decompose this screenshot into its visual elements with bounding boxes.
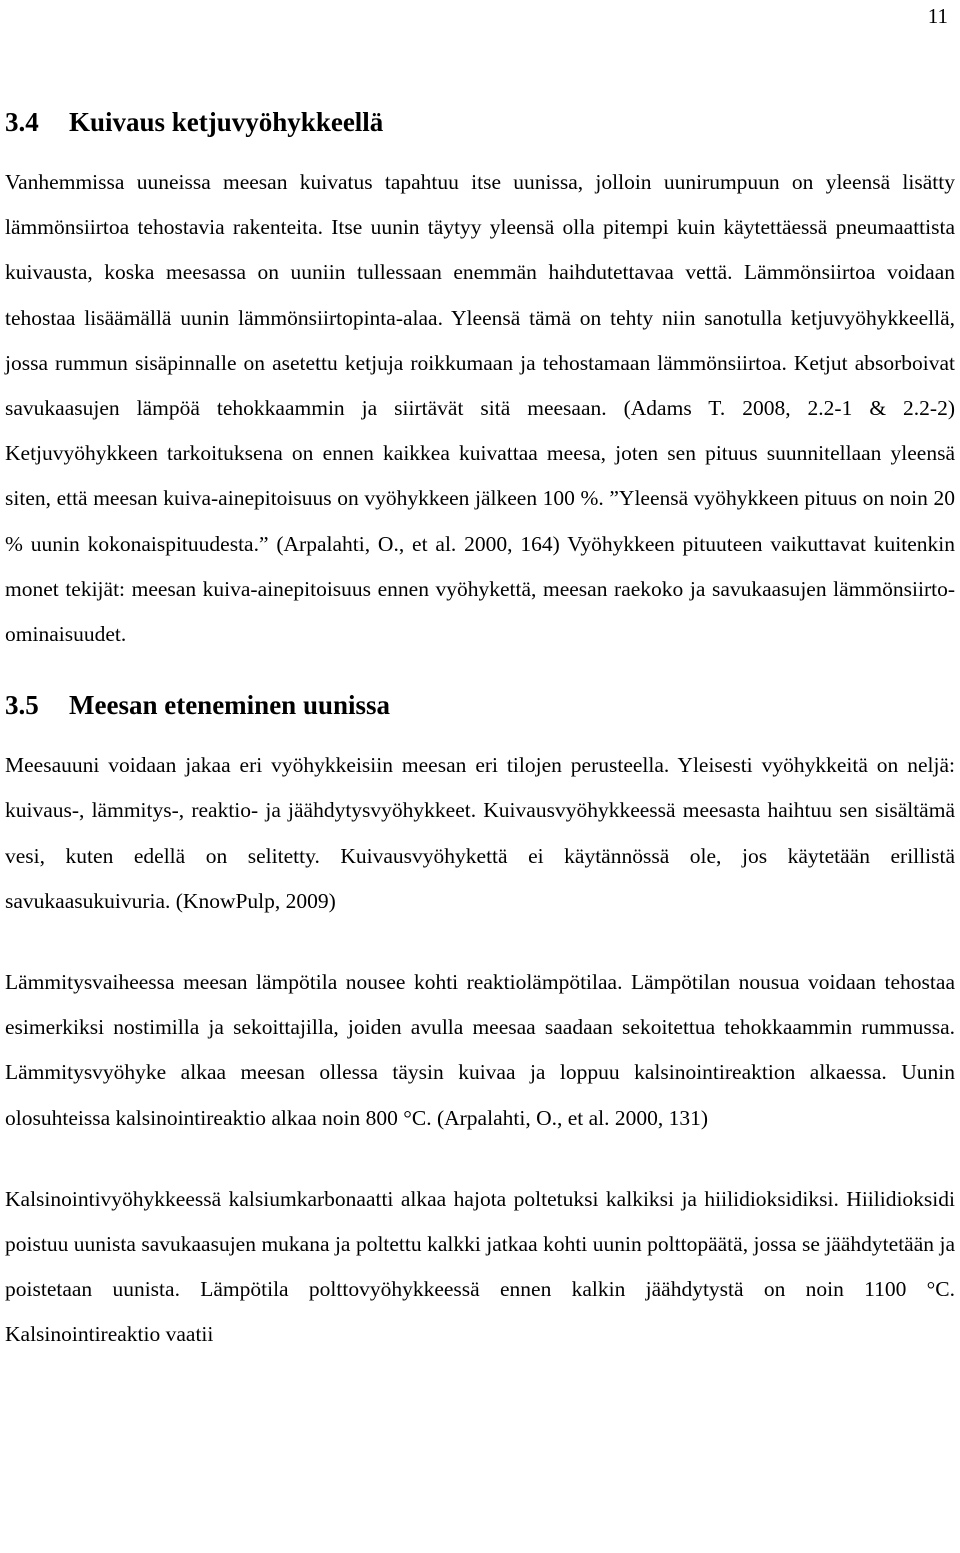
section-number: 3.5 (5, 690, 39, 721)
paragraph-ketjuvyohyke: Vanhemmissa uuneissa meesan kuivatus tapahtuu itse uunissa, jolloin uunirumpuun on yleensä lisätty lämmönsiirtoa tehostavia rakenteita. Itse uunin täytyy yleensä olla pitempi kuin käytettäessä pneumaattista kuivausta, koska meesassa on uuniin tullessaan enemmän haihdutettavaa vettä. Lämmönsiirtoa voidaan tehostaa lisäämällä uunin lämmönsiirtopinta-alaa. Yleensä tämä on tehty niin sanotulla ketjuvyöhykkeellä, jossa rummun sisäpinnalle on asetettu ketjuja roikkumaan ja tehostamaan lämmönsiirtoa. Ketjut absorboivat savukaasujen lämpöä tehokkaammin ja siirtävät sitä meesaan. (Adams T. 2008, 2.2-1 & 2.2-2) Ketjuvyöhykkeen tarkoituksena on ennen kaikkea kuivattaa meesa, joten sen pituus suunnitellaan yleensä siten, että meesan kuiva-ainepitoisuus on vyöhykkeen jälkeen 100 %. ”Yleensä vyöhykkeen pituus on noin 20 % uunin kokonaispituudesta.” (Arpalahti, O., et al. 2000, 164) Vyöhykkeen pituuteen vaikuttavat kuitenkin monet tekijät: meesan kuiva-ainepitoisuus ennen vyöhykettä, meesan raekoko ja savukaasujen lämmönsiirto-ominaisuudet. (5, 170, 955, 647)
paragraph-kalsinointi: Kalsinointivyöhykkeessä kalsiumkarbonaatti alkaa hajota poltetuksi kalkiksi ja hiilidioksidiksi. Hiilidioksidi poistuu uunista savukaasujen mukana ja poltettu kalkki jatkaa kohti uunin polttopäätä, jossa se jäähdytetään ja poistetaan uunista. Lämpötila polttovyöhykkeessä ennen kalkin jäähdytystä on noin 1100 °C. Kalsinointireaktio vaatii (5, 1186, 955, 1347)
document-body (5, 100, 955, 1358)
page-number: 11 (927, 4, 948, 28)
paragraph-vyohykkeet: Meesauuni voidaan jakaa eri vyöhykkeisiin meesan eri tilojen perusteella. Yleisesti vyöhykkeitä on neljä: kuivaus-, lämmitys-, reaktio- ja jäähdytysvyöhykkeet. Kuivausvyöhykkeessä meesasta haihtuu sen sisältämä vesi, kuten edellä on selitetty. Kuivausvyöhykettä ei käytännössä ole, jos käytetään erillistä savukaasukuivuria. (KnowPulp, 2009) (5, 753, 955, 913)
section-title: Kuivaus ketjuvyöhykkeellä (69, 107, 384, 137)
paragraph-lammitys: Lämmitysvaiheessa meesan lämpötila nousee kohti reaktiolämpötilaa. Lämpötilan nousua voidaan tehostaa esimerkiksi nostimilla ja sekoittajilla, joiden avulla meesaa saadaan sekoitettua tehokkaammin rummussa. Lämmitysvyöhyke alkaa meesan ollessa täysin kuivaa ja loppuu kalsinointireaktion alkaessa. Uunin olosuhteissa kalsinointireaktio alkaa noin 800 °C. (Arpalahti, O., et al. 2000, 131) (5, 970, 955, 1130)
section-heading-3-5 (5, 683, 955, 727)
section-title: Meesan eteneminen uunissa (69, 690, 391, 721)
section-heading-3-4 (5, 100, 955, 144)
section-number: 3.4 (5, 107, 39, 137)
